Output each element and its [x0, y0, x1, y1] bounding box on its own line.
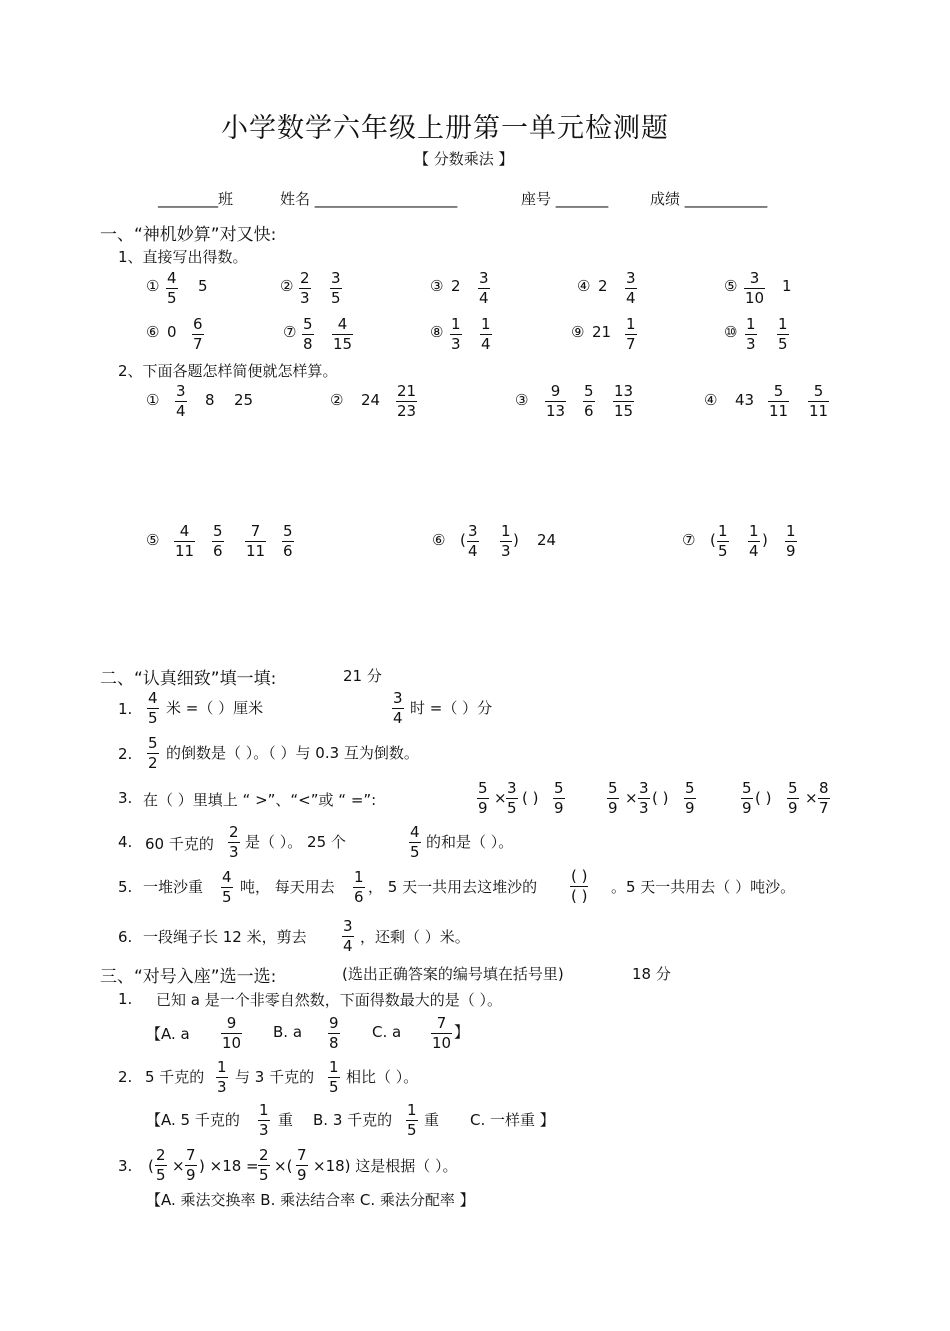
fraction: $\frac{5}{6}$	[584, 382, 594, 420]
compare-blank[interactable]: ( )	[652, 789, 669, 807]
option-a[interactable]: 【A. 5 千克的	[146, 1111, 240, 1129]
option-close: 】	[454, 1023, 470, 1041]
fraction: $\frac{7}{9}$	[186, 1146, 196, 1184]
fraction: $\frac{3}{4}$	[479, 269, 489, 307]
fraction: $\frac{1}{5}$	[778, 315, 788, 353]
question-text: 5 千克的	[145, 1068, 205, 1086]
q2-item-mark: ⑤	[146, 531, 160, 549]
fraction: $\frac{1}{4}$	[749, 522, 759, 560]
fraction: $\frac{4}{5}$	[167, 269, 177, 307]
q1-item-mark: ⑨	[571, 323, 585, 341]
q2-item-mark: ④	[704, 391, 718, 409]
open-paren: (	[460, 531, 466, 549]
options-row[interactable]: 【A. 乘法交换率 B. 乘法结合率 C. 乘法分配率 】	[146, 1191, 475, 1209]
q2-item-number: 24	[537, 531, 557, 549]
open-paren: (	[148, 1157, 154, 1175]
fraction: $\frac{1}{9}$	[786, 522, 796, 560]
fraction: $\frac{5}{9}$	[478, 779, 488, 817]
fraction: $\frac{5}{9}$	[554, 779, 564, 817]
fraction: $\frac{9}{10}$	[222, 1014, 242, 1052]
close-paren: )	[762, 531, 768, 549]
times-sign: ×	[625, 789, 638, 807]
fill-blank-text[interactable]: 米 =（ ）厘米	[166, 699, 264, 717]
close-paren: )	[513, 531, 519, 549]
fill-blank-text: 吨， 每天用去	[240, 878, 335, 896]
section1-heading: 一、“神机妙算”对又快:	[100, 225, 277, 245]
equation-text: ) ×18 =	[199, 1157, 259, 1175]
fraction: $\frac{1}{4}$	[481, 315, 491, 353]
fill-blank-text: 一段绳子长 12 米，剪去	[143, 928, 307, 946]
page-title: 小学数学六年级上册第一单元检测题	[221, 113, 669, 144]
option-a-suffix: 重	[278, 1111, 294, 1129]
q1-item-mark: ④	[577, 277, 591, 295]
fill-blank-text: 在（ ）里填上 “ >”、“<”或 “ =”:	[143, 791, 377, 809]
fraction: $\frac{1}{5}$	[718, 522, 728, 560]
fraction: $\frac{6}{7}$	[193, 315, 203, 353]
option-c[interactable]: C. a	[372, 1023, 402, 1041]
q1-item-mark: ①	[146, 277, 160, 295]
fraction: $\frac{8}{7}$	[819, 779, 829, 817]
q1-item-mark: ③	[430, 277, 444, 295]
option-b[interactable]: B. 3 千克的	[313, 1111, 393, 1129]
question-number: 2.	[118, 745, 133, 763]
option-b-suffix: 重	[424, 1111, 440, 1129]
question-number: 1.	[118, 990, 133, 1008]
times-sign: ×	[172, 1157, 185, 1175]
fill-blank-text: 一堆沙重	[143, 878, 204, 896]
fill-blank-text[interactable]: ，还剩（ ）米。	[360, 928, 470, 946]
fraction: $\frac{4}{5}$	[410, 823, 420, 861]
fraction: $\frac{1}{6}$	[354, 868, 364, 906]
question-text[interactable]: 相比（ ）。	[346, 1068, 419, 1086]
fraction: $\frac{2}{3}$	[229, 823, 239, 861]
fraction: $\frac{9}{8}$	[329, 1014, 339, 1052]
fraction: $\frac{3}{5}$	[331, 269, 341, 307]
section3-note: (选出正确答案的编号填在括号里)	[342, 965, 564, 983]
q1-item-mark: ⑩	[724, 323, 738, 341]
seat-field[interactable]: 座号 _______	[521, 190, 609, 208]
name-field[interactable]: 姓名 ___________________	[280, 190, 458, 208]
question-stem[interactable]: 已知 a 是一个非零自然数，下面得数最大的是（ ）。	[156, 991, 502, 1009]
section2-points: 21 分	[343, 667, 382, 685]
fraction: $\frac{1}{3}$	[451, 315, 461, 353]
times-sign: ×	[494, 789, 507, 807]
fraction: $\frac{3}{5}$	[507, 779, 517, 817]
q1-item-number: 0	[167, 323, 177, 341]
fraction: $\frac{1}{3}$	[217, 1058, 227, 1096]
fraction: $\frac{3}{3}$	[639, 779, 649, 817]
fraction: $\frac{2}{5}$	[259, 1146, 269, 1184]
q1-item-mark: ⑧	[430, 323, 444, 341]
fraction-blank[interactable]: ( ) ( )	[571, 867, 588, 905]
fraction: $\frac{9}{13}$	[546, 382, 566, 420]
q2-item-mark: ③	[515, 391, 529, 409]
fraction: $\frac{21}{23}$	[397, 382, 417, 420]
fraction: $\frac{1}{5}$	[329, 1058, 339, 1096]
fraction: $\frac{3}{4}$	[393, 689, 403, 727]
fraction: $\frac{3}{10}$	[745, 269, 765, 307]
fill-blank-text[interactable]: 的和是（ ）。	[426, 833, 514, 851]
fill-blank-text[interactable]: 的倒数是（ ）。（ ）与 0.3 互为倒数。	[166, 744, 419, 762]
equation-text: ×(	[274, 1157, 293, 1175]
q1-item-number: 1	[782, 277, 792, 295]
open-paren: (	[710, 531, 716, 549]
fraction: $\frac{1}{3}$	[259, 1101, 269, 1139]
fraction: $\frac{5}{9}$	[685, 779, 695, 817]
q2-item-mark: ⑦	[682, 531, 696, 549]
fraction: $\frac{5}{11}$	[769, 382, 789, 420]
question-number: 6.	[118, 928, 133, 946]
q1-item-number: 2	[451, 277, 461, 295]
fraction: $\frac{5}{9}$	[608, 779, 618, 817]
q1-item-number: 5	[198, 277, 208, 295]
fraction: $\frac{5}{9}$	[742, 779, 752, 817]
q2-item-number: 43	[735, 391, 755, 409]
fraction: $\frac{3}{4}$	[468, 522, 478, 560]
fraction: $\frac{5}{2}$	[148, 734, 158, 772]
fraction: $\frac{1}{3}$	[501, 522, 511, 560]
fraction: $\frac{13}{15}$	[614, 382, 634, 420]
fraction: $\frac{5}{6}$	[283, 522, 293, 560]
option-a[interactable]: 【A. a	[146, 1025, 190, 1043]
section2-heading: 二、“认真细致”填一填:	[100, 669, 277, 689]
option-c[interactable]: C. 一样重 】	[470, 1111, 555, 1129]
section3-heading: 三、“对号入座”选一选:	[100, 967, 277, 987]
q1-label: 1、直接写出得数。	[118, 248, 248, 266]
fraction: $\frac{5}{11}$	[809, 382, 829, 420]
fraction: $\frac{1}{7}$	[626, 315, 636, 353]
q2-item-mark: ⑥	[432, 531, 446, 549]
fraction: $\frac{5}{9}$	[788, 779, 798, 817]
question-number: 3.	[118, 789, 133, 807]
question-text: 与 3 千克的	[235, 1068, 315, 1086]
q2-item-mark: ②	[330, 391, 344, 409]
fill-blank-text: 60 千克的	[145, 835, 214, 853]
fraction: $\frac{5}{6}$	[213, 522, 223, 560]
q1-item-number: 21	[592, 323, 612, 341]
equation-text[interactable]: ×18) 这是根据（ ）。	[313, 1157, 458, 1175]
score-field[interactable]: 成绩 ___________	[650, 190, 768, 208]
q1-item-mark: ②	[280, 277, 294, 295]
fraction: $\frac{1}{5}$	[407, 1101, 417, 1139]
class-field[interactable]: ________班	[158, 190, 234, 208]
fraction: $\frac{4}{5}$	[222, 868, 232, 906]
fraction: $\frac{3}{4}$	[626, 269, 636, 307]
fraction: $\frac{2}{5}$	[156, 1146, 166, 1184]
fraction: $\frac{5}{8}$	[303, 315, 313, 353]
fraction: $\frac{3}{4}$	[176, 382, 186, 420]
fraction: $\frac{7}{11}$	[246, 522, 266, 560]
fraction: $\frac{7}{9}$	[297, 1146, 307, 1184]
times-sign: ×	[805, 789, 818, 807]
question-number: 5.	[118, 878, 133, 896]
compare-blank[interactable]: ( )	[755, 789, 772, 807]
question-number: 2.	[118, 1068, 133, 1086]
section3-points: 18 分	[632, 965, 671, 983]
q1-item-mark: ⑤	[724, 277, 738, 295]
fraction: $\frac{7}{10}$	[432, 1014, 452, 1052]
fill-blank-text[interactable]: 。5 天一共用去（ ）吨沙。	[611, 878, 796, 896]
q1-item-mark: ⑦	[283, 323, 297, 341]
subtitle: 【 分数乘法 】	[414, 150, 514, 168]
q1-item-number: 2	[598, 277, 608, 295]
q2-item-number: 8	[205, 391, 215, 409]
compare-blank[interactable]: ( )	[522, 789, 539, 807]
fraction: $\frac{4}{15}$	[333, 315, 353, 353]
fill-blank-text[interactable]: 是（ ）。 25 个	[245, 833, 346, 851]
question-number: 1.	[118, 700, 133, 718]
q2-item-mark: ①	[146, 391, 160, 409]
fraction: $\frac{2}{3}$	[300, 269, 310, 307]
q2-label: 2、下面各题怎样简便就怎样算。	[118, 362, 338, 380]
question-number: 3.	[118, 1157, 133, 1175]
fill-blank-text[interactable]: 时 =（ ）分	[410, 699, 493, 717]
q2-item-number: 24	[361, 391, 381, 409]
question-number: 4.	[118, 833, 133, 851]
option-b[interactable]: B. a	[273, 1023, 303, 1041]
fraction: $\frac{1}{3}$	[746, 315, 756, 353]
fill-blank-text: ， 5 天一共用去这堆沙的	[368, 878, 538, 896]
fraction: $\frac{4}{11}$	[175, 522, 195, 560]
fraction: $\frac{3}{4}$	[343, 917, 353, 955]
fraction: $\frac{4}{5}$	[148, 689, 158, 727]
q1-item-mark: ⑥	[146, 323, 160, 341]
q2-item-number: 25	[234, 391, 254, 409]
